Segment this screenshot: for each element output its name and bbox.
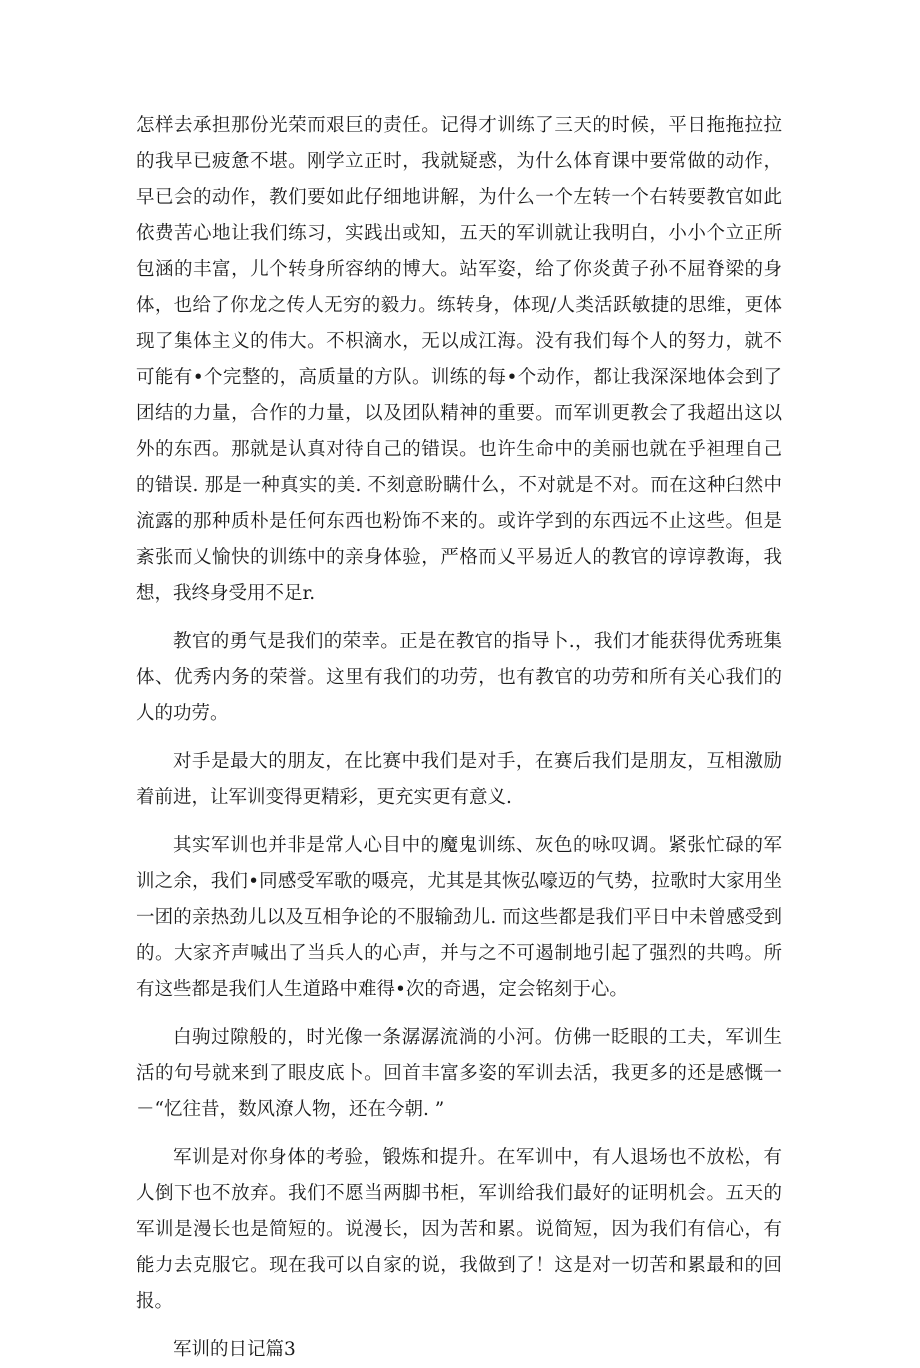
- section-heading: 军训的日记篇3: [173, 1339, 296, 1360]
- document-page: [136, 108, 782, 1368]
- paragraph-1: 怎样去承担那份光荣而艰巨的责任。记得才训练了三天的时候，平日拖拖拉拉的我早已疲惫不堪。刚学立正时，我就疑惑，为什么体育课中要常做的动作，早已会的动作，教们要如此仔细地讲解，为什么一个左转一个右转要教官如此依费苦心地让我们练习，实践出或知，五天的军训就让我明白，小小个立正所包涵的丰富，儿个转身所容纳的博大。站军姿，给了你炎黄子孙不屈脊梁的身体，也给了你龙之传人无穷的毅力。练转身，体现/人类活跃敏捷的思维，更体现了集体主义的伟大。不枳滴水，无以成江海。没有我们每个人的努力，就不可能有•个完整的，高质量的方队。训练的每•个动作，都让我深深地体会到了团结的力量，合作的力量，以及团队精神的重要。而军训更教会了我超出这以外的东西。那就是认真对待自己的错误。也许生命中的美丽也就在乎袒理自己的错误. 那是一种真实的美. 不刻意盼瞒什么，不对就是不对。而在这种臼然中流露的那种质朴是任何东西也粉饰不来的。或许学到的东西远不止这些。但是紊张而乂愉快的训练中的亲身体验，严格而乂平易近人的教官的谆谆教诲，我想，我终身受用不足r.: [136, 115, 782, 604]
- paragraph-6: 军训是对你身体的考验，锻炼和提升。在军训中，有人退场也不放松，有人倒下也不放弃。我们不愿当两脚书柜，军训给我们最好的证明机会。五天的军训是漫长也是简短的。说漫长，因为苦和累。说简短，因为我们有信心，有能力去克服它。现在我可以自家的说，我做到了！这是对一切苦和累最和的回报。: [136, 1147, 782, 1312]
- paragraph-3: 对手是最大的朋友，在比赛中我们是对手，在赛后我们是朋友，互相激励着前进，让军训变得更精彩，更充实更有意义.: [136, 751, 782, 808]
- paragraph-5: 白驹过隙般的，时光像一条潺潺流淌的小河。仿佛一眨眼的工夫，军训生活的句号就来到了眼皮底卜。回首丰富多姿的军训去活，我更多的还是感慨一－“忆往昔，数风潦人物，还在今朝. ”: [136, 1027, 782, 1120]
- paragraph-2: 教官的勇气是我们的荣幸。正是在教官的指导卜.，我们才能获得优秀班集体、优秀内务的荣誉。这里有我们的功劳，也有教官的功劳和所有关心我们的人的功劳。: [136, 631, 782, 724]
- paragraph-4: 其实军训也并非是常人心目中的魔鬼训练、灰色的咏叹调。紧张忙碌的军训之余，我们•同感受军歌的嗫亮，尤其是其恢弘嚎迈的气势，拉歌时大家用坐一团的亲热劲儿以及互相争论的不服输劲儿. 而这些都是我们平日中未曾感受到的。大家齐声喊出了当兵人的心声，并与之不可遏制地引起了强烈的共鸣。所有这些都是我们人生道路中难得•次的奇遇，定会铭刻于心。: [136, 835, 782, 1000]
